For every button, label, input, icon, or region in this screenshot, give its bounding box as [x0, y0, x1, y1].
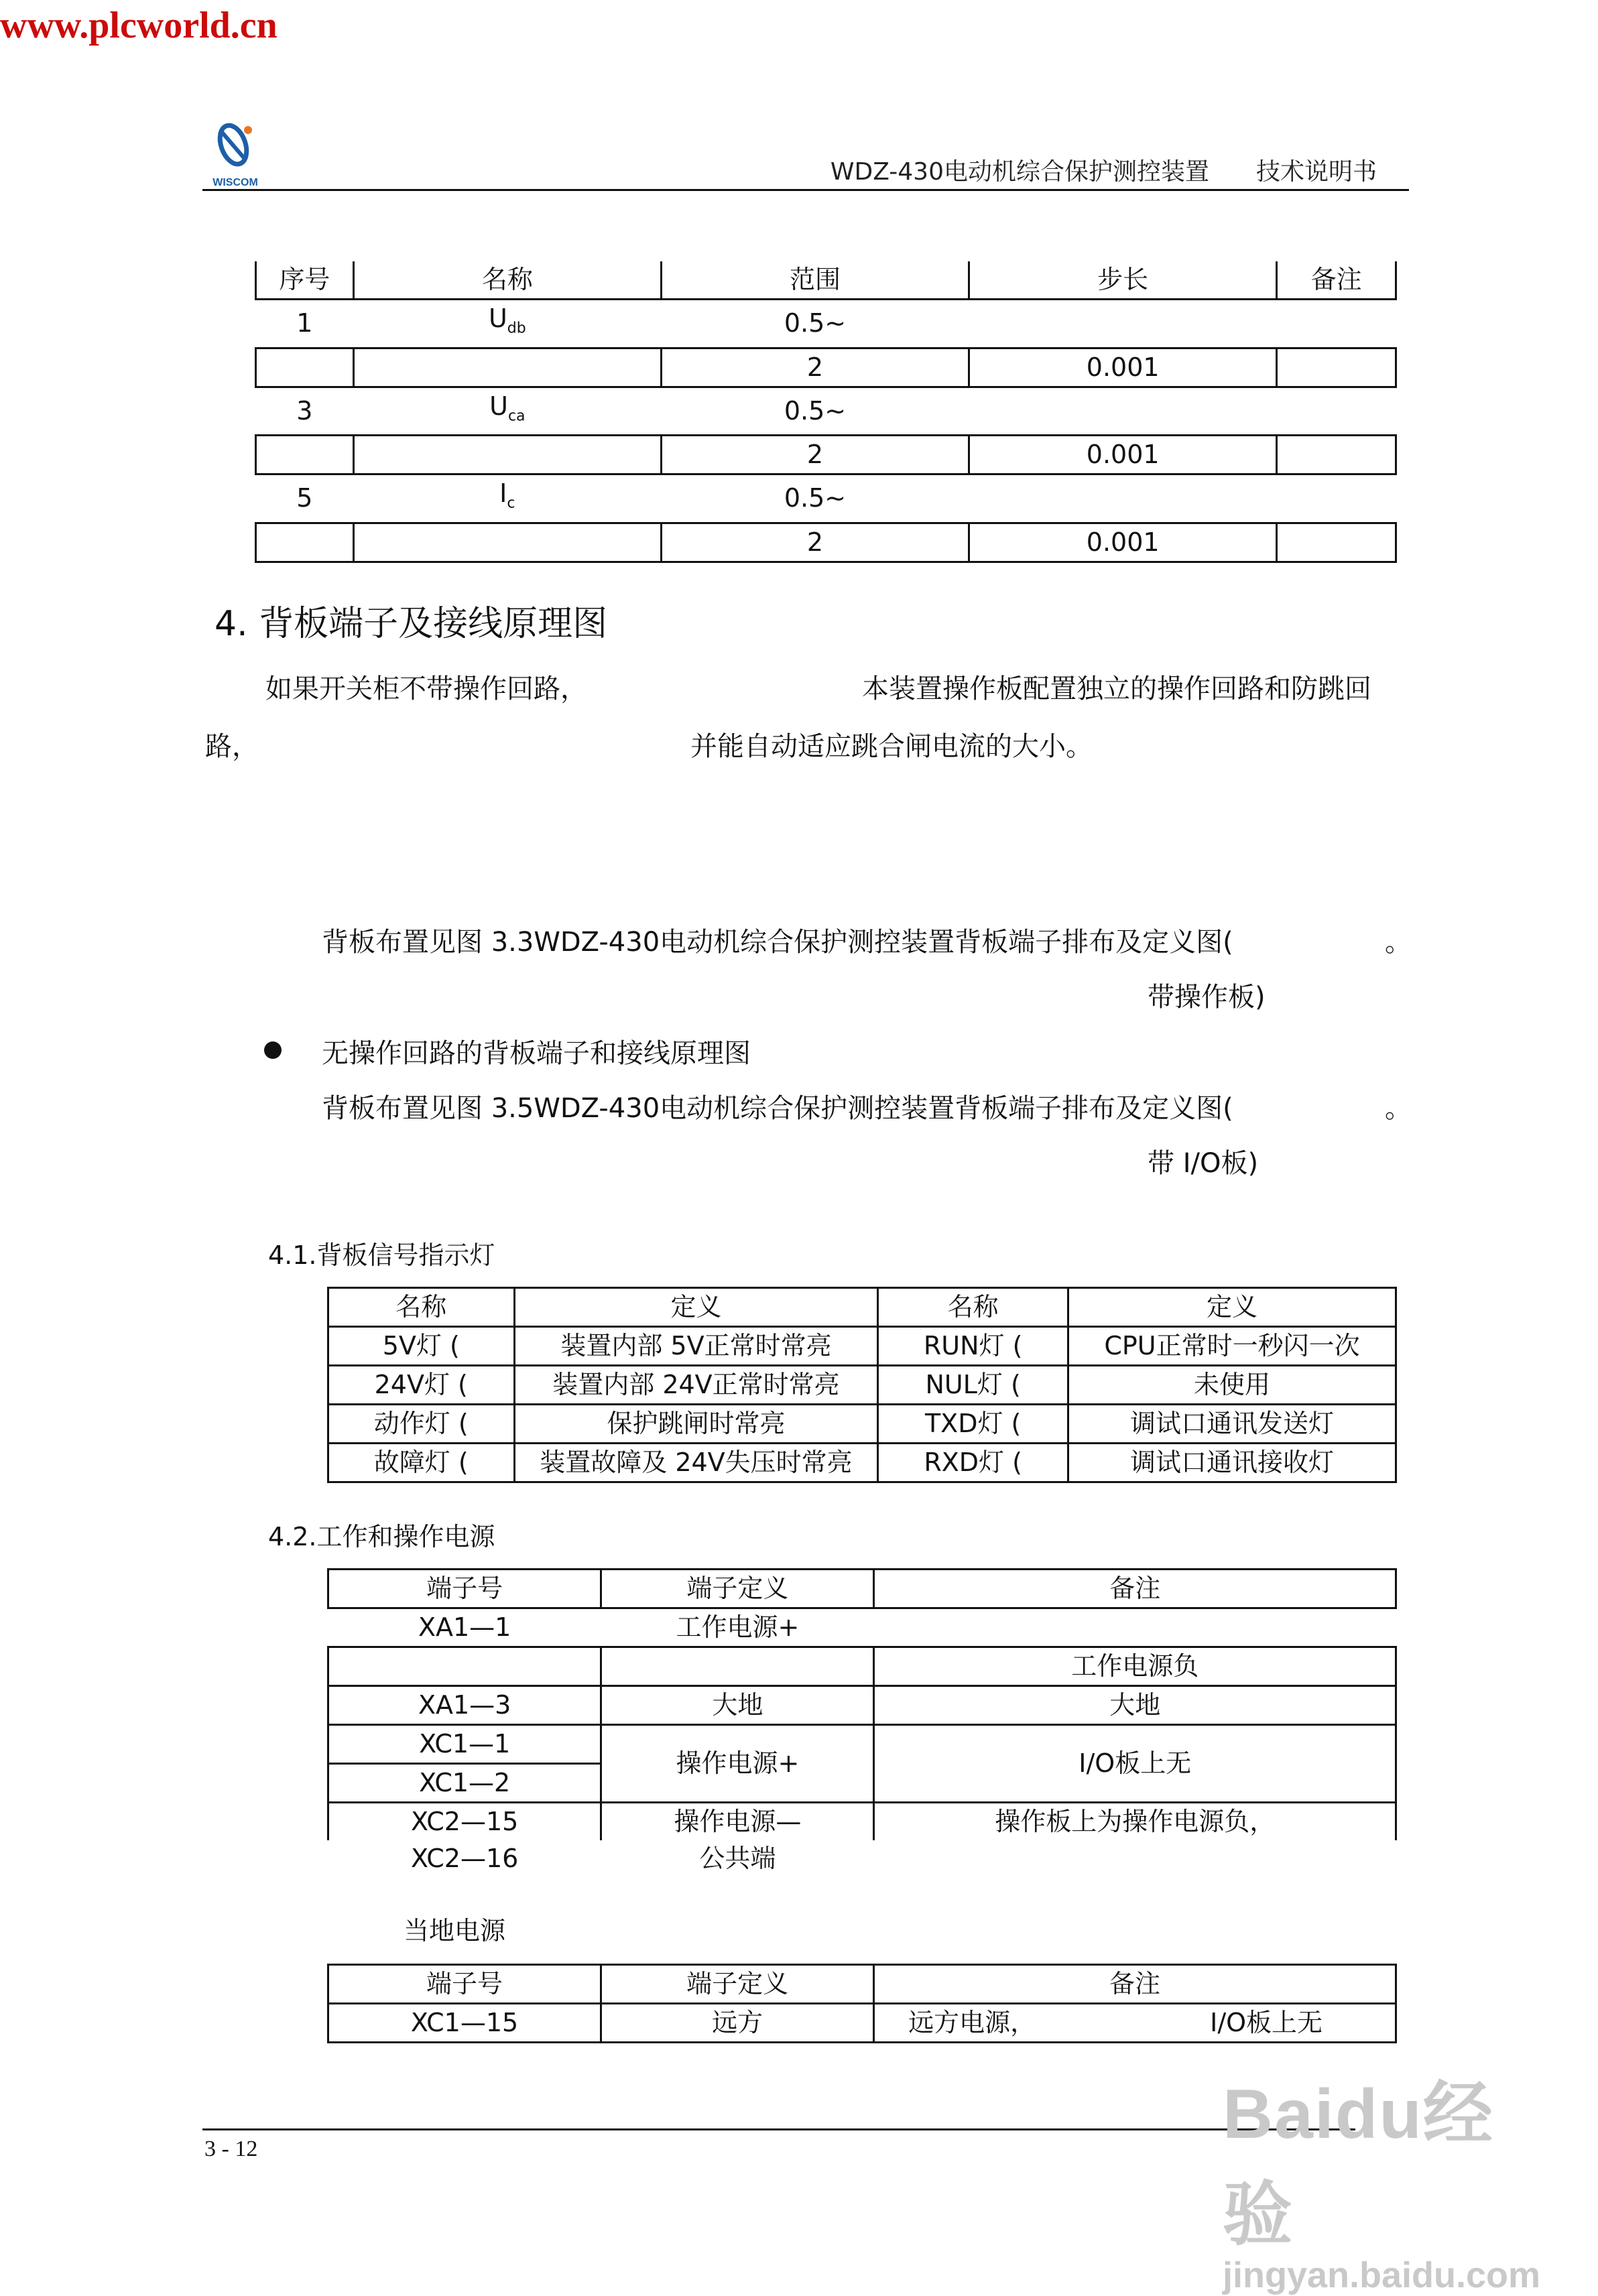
paragraph-text: 背板布置见图 3.3WDZ-430电动机综合保护测控装置背板端子排布及定义图( — [322, 927, 1233, 958]
cell-def: 装置内部 24V正常时常亮 — [514, 1366, 878, 1405]
table-row — [256, 300, 1396, 348]
table-header-row — [328, 1288, 1396, 1327]
range-table — [255, 261, 1397, 563]
cell-name: NUL灯 ( — [878, 1366, 1068, 1405]
subsection-title: 4.1.背板信号指示灯 — [268, 1240, 495, 1270]
table-row — [256, 436, 1396, 474]
paragraph-text: 本装置操作板配置独立的操作回路和防跳回 — [862, 674, 1371, 704]
cell-index: 3 — [296, 395, 313, 426]
cell-name — [353, 523, 661, 562]
paragraph-text: 如果开关柜不带操作回路， — [265, 674, 587, 704]
table-row — [328, 1725, 1396, 1764]
cell-note — [1277, 348, 1396, 387]
table-row — [256, 348, 1396, 387]
table-row — [256, 387, 1396, 436]
cell-def: 大地 — [601, 1686, 874, 1725]
paragraph-text: 并能自动适应跳合闸电流的大小。 — [690, 731, 1093, 762]
cell-range: 0.5~ — [784, 483, 847, 513]
cell-def: 装置内部 5V正常时常亮 — [514, 1327, 878, 1366]
cell-name: 动作灯 ( — [328, 1405, 515, 1444]
cell-range: 2 — [661, 523, 969, 562]
cell-terminal — [328, 1647, 601, 1686]
cell-note: 操作板上为操作电源负， — [874, 1803, 1396, 1841]
page-header — [831, 153, 1377, 187]
cell-terminal: XC1—15 — [328, 2004, 601, 2043]
table-header-row — [328, 1570, 1396, 1608]
cell-note — [1277, 523, 1396, 562]
cell-step — [969, 387, 1277, 436]
baidu-watermark — [1223, 2057, 1541, 2295]
cell-terminal: XC2—15 — [328, 1803, 601, 1841]
subsection-title: 当地电源 — [404, 1916, 506, 1946]
table-header-row — [256, 261, 1396, 300]
paragraph-text: 路， — [205, 731, 259, 762]
cell-def: 保护跳闸时常亮 — [514, 1405, 878, 1444]
site-url: www.plcworld.cn — [0, 5, 278, 46]
header-cell: 序号 — [256, 261, 354, 300]
cell-step — [969, 474, 1277, 523]
wiscom-logo — [206, 118, 264, 189]
cell-terminal: XC1—1 — [328, 1725, 601, 1764]
cell-range: 0.5~ — [784, 395, 847, 426]
cell-note: I/O板上无 — [874, 1725, 1396, 1803]
logo-text: WISCOM — [212, 177, 258, 188]
table-row — [256, 474, 1396, 523]
paragraph-text: 背板布置见图 3.5WDZ-430电动机综合保护测控装置背板端子排布及定义图( — [322, 1093, 1233, 1124]
cell-name: $U_{ca}$ — [489, 391, 526, 425]
table-row — [328, 1366, 1396, 1405]
cell-terminal: XA1—3 — [328, 1686, 601, 1725]
logo-icon — [206, 118, 264, 172]
note-part: I/O板上无 — [1210, 2008, 1323, 2037]
cell-note — [1277, 474, 1396, 523]
table-row — [328, 1840, 1396, 1877]
cell-name — [353, 348, 661, 387]
cell-terminal: XC2—16 — [410, 1844, 519, 1873]
cell-def: 公共端 — [699, 1844, 776, 1873]
cell-range: 0.5~ — [784, 308, 847, 338]
header-cell: 定义 — [514, 1288, 878, 1327]
cell-step — [969, 300, 1277, 348]
header-cell: 端子定义 — [601, 1965, 874, 2004]
watermark-brand: Baidu经验 — [1223, 2076, 1494, 2254]
cell-index — [256, 348, 354, 387]
header-cell: 端子定义 — [601, 1570, 874, 1608]
cell-name — [353, 436, 661, 474]
header-cell: 备注 — [874, 1570, 1396, 1608]
cell-index: 1 — [296, 308, 313, 338]
table-row — [328, 1686, 1396, 1725]
cell-range: 2 — [661, 436, 969, 474]
cell-name: 24V灯 ( — [328, 1366, 515, 1405]
section-title: 4. 背板端子及接线原理图 — [214, 604, 608, 644]
cell-note: 大地 — [874, 1686, 1396, 1725]
header-cell: 名称 — [878, 1288, 1068, 1327]
cell-name: $I_c$ — [499, 479, 515, 512]
cell-def: 工作电源+ — [676, 1612, 800, 1642]
paragraph-text: 带操作板) — [1148, 982, 1266, 1013]
cell-name: $U_{db}$ — [488, 304, 526, 337]
table-row — [328, 1647, 1396, 1686]
cell-def: 装置故障及 24V失压时常亮 — [514, 1444, 878, 1482]
cell-note: 工作电源负 — [874, 1647, 1396, 1686]
watermark-url: jingyan.baidu.com — [1223, 2255, 1541, 2295]
paragraph-period: 。 — [1385, 1093, 1412, 1124]
cell-def: 远方 — [601, 2004, 874, 2043]
cell-def — [601, 1647, 874, 1686]
cell-def: 未使用 — [1068, 1366, 1396, 1405]
table-row — [328, 1803, 1396, 1841]
cell-note — [1277, 300, 1396, 348]
cell-name: TXD灯 ( — [878, 1405, 1068, 1444]
bullet-text: 无操作回路的背板端子和接线原理图 — [322, 1038, 751, 1069]
header-cell: 名称 — [328, 1288, 515, 1327]
table-row — [328, 1444, 1396, 1482]
table-row — [256, 523, 1396, 562]
table-row — [328, 1327, 1396, 1366]
cell-step: 0.001 — [969, 436, 1277, 474]
paragraph-period: 。 — [1385, 927, 1412, 958]
power-table — [327, 1568, 1397, 1877]
table-row — [328, 1405, 1396, 1444]
cell-name: 5V灯 ( — [328, 1327, 515, 1366]
header-doc-type: 技术说明书 — [1255, 158, 1377, 186]
cell-note — [1277, 387, 1396, 436]
cell-index: 5 — [296, 483, 313, 513]
cell-index — [256, 523, 354, 562]
cell-def: 操作电源— — [601, 1803, 874, 1841]
header-cell: 端子号 — [328, 1570, 601, 1608]
cell-terminal: XA1—1 — [418, 1612, 511, 1642]
cell-range: 2 — [661, 348, 969, 387]
header-rule — [202, 189, 1409, 191]
cell-name: RUN灯 ( — [878, 1327, 1068, 1366]
cell-note — [1277, 436, 1396, 474]
cell-index — [256, 436, 354, 474]
cell-def: 调试口通讯接收灯 — [1068, 1444, 1396, 1482]
indicator-table — [327, 1287, 1397, 1483]
cell-terminal: XC1—2 — [328, 1764, 601, 1803]
paragraph-text: 带 I/O板) — [1148, 1148, 1259, 1179]
cell-note — [874, 2004, 1396, 2043]
note-part: 远方电源， — [908, 2008, 1036, 2037]
header-cell: 步长 — [969, 261, 1277, 300]
local-power-table — [327, 1964, 1397, 2043]
cell-def: 调试口通讯发送灯 — [1068, 1405, 1396, 1444]
header-title: WDZ-430电动机综合保护测控装置 — [830, 158, 1209, 186]
cell-note — [874, 1608, 1396, 1647]
bullet-icon — [264, 1041, 282, 1059]
header-cell: 备注 — [874, 1965, 1396, 2004]
header-cell: 备注 — [1277, 261, 1396, 300]
cell-step: 0.001 — [969, 523, 1277, 562]
table-row — [328, 1608, 1396, 1647]
cell-name: RXD灯 ( — [878, 1444, 1068, 1482]
header-cell: 名称 — [353, 261, 661, 300]
cell-name: 故障灯 ( — [328, 1444, 515, 1482]
header-cell: 范围 — [661, 261, 969, 300]
footer-rule — [202, 2128, 1355, 2130]
table-row — [328, 2004, 1396, 2043]
cell-def: 操作电源+ — [601, 1725, 874, 1803]
table-header-row — [328, 1965, 1396, 2004]
cell-step: 0.001 — [969, 348, 1277, 387]
cell-note — [874, 1840, 1396, 1877]
header-cell: 定义 — [1068, 1288, 1396, 1327]
page-number: 3 - 12 — [204, 2136, 258, 2161]
cell-def: CPU正常时一秒闪一次 — [1068, 1327, 1396, 1366]
subsection-title: 4.2.工作和操作电源 — [268, 1522, 495, 1551]
header-cell: 端子号 — [328, 1965, 601, 2004]
